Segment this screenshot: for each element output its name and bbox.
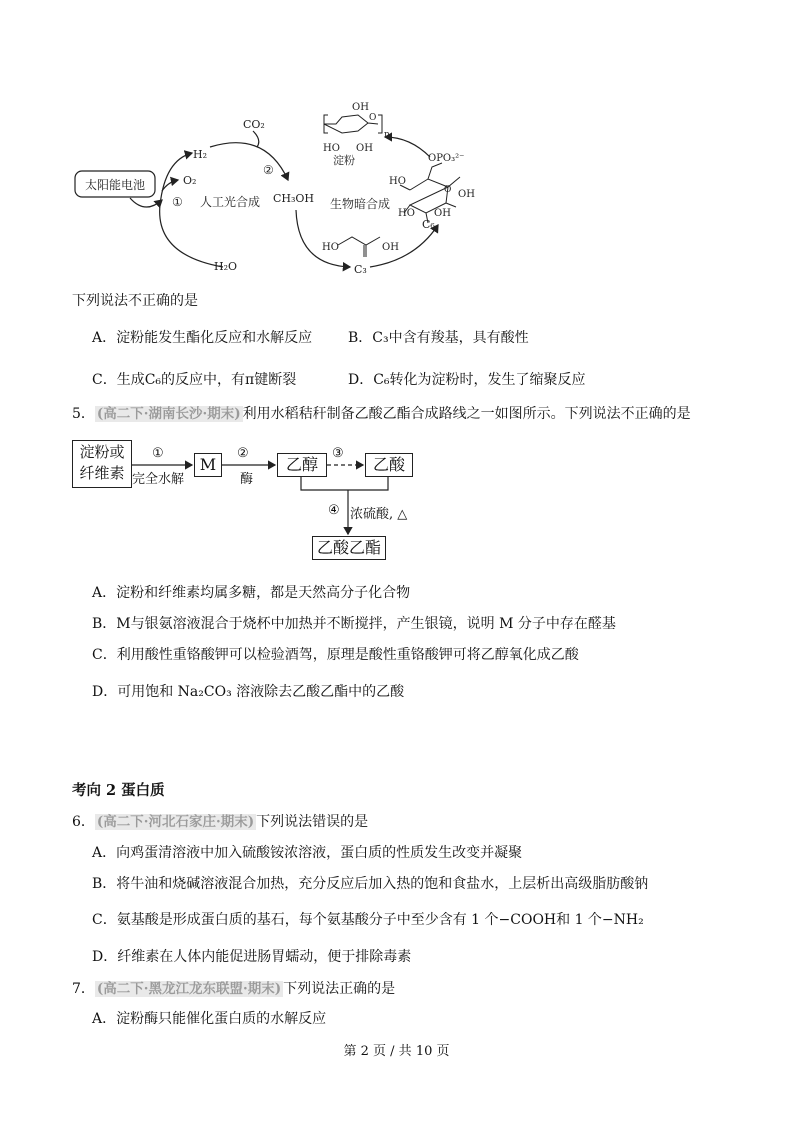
- q5-source-tag: (高二下·湖南长沙·期末): [96, 406, 241, 422]
- q4-option-b[interactable]: B．C₃中含有羧基，具有酸性: [348, 330, 529, 346]
- c3-label: C₃: [354, 263, 367, 276]
- starch-bracket-right: [378, 115, 382, 133]
- flow-step4-marker: ④: [328, 503, 340, 518]
- q6-source-tag: (高二下·河北石家庄·期末): [96, 814, 255, 830]
- q6-stem-line: [72, 810, 368, 831]
- starch-oh-label: OH: [352, 102, 369, 113]
- flow-acid-box: 乙酸: [365, 453, 413, 477]
- q6-option-c[interactable]: C．氨基酸是形成蛋白质的基石，每个氨基酸分子中至少含有 1 个−COOH和 1 个−NH₂: [92, 912, 644, 928]
- artificial-synthesis-label: 人工光合成: [200, 195, 261, 209]
- q7-stem: 下列说法正确的是: [283, 981, 396, 997]
- co2-label: CO₂: [243, 118, 265, 131]
- flow-step1-label: 完全水解: [132, 472, 185, 487]
- starch-ho-label: HO: [323, 143, 340, 154]
- starch-o-label: O: [369, 113, 377, 123]
- flow-ester-box: 乙酸乙酯: [312, 536, 386, 560]
- flow-step3-marker: ③: [332, 446, 344, 461]
- starch-synthesis-diagram: [60, 95, 500, 285]
- q6-option-b[interactable]: B．将牛油和烧碱溶液混合加热，充分反应后加入热的饱和食盐水，上层析出高级脂肪酸钠: [92, 876, 649, 892]
- flow-step2-label: 酶: [240, 472, 254, 487]
- q5-number: 5．: [72, 406, 95, 422]
- q5-stem-line: [72, 402, 691, 423]
- step-1-marker: ①: [172, 195, 183, 209]
- q5-option-b[interactable]: B．M与银氨溶液混合于烧杯中加热并不断搅拌，产生银镜，说明 M 分子中存在醛基: [92, 616, 616, 632]
- flow-arrows: [72, 440, 432, 565]
- c6-ho-bottom: HO: [398, 208, 415, 219]
- water-label: H₂O: [214, 260, 238, 273]
- flow-ethanol-box: 乙醇: [277, 453, 327, 477]
- c3-oh-label: OH: [382, 242, 399, 253]
- q5-option-c[interactable]: C．利用酸性重铬酸钾可以检验酒驾，原理是酸性重铬酸钾可将乙醇氧化成乙酸: [92, 647, 579, 663]
- q4-option-c[interactable]: C．生成C₆的反应中，有π键断裂: [92, 372, 297, 388]
- flow-m-box: M: [194, 453, 222, 477]
- arc-hydrogen-to-methanol: [210, 143, 288, 180]
- c6-label: C₆: [422, 218, 435, 231]
- q4-option-d[interactable]: D．C₆转化为淀粉时，发生了缩聚反应: [348, 372, 586, 388]
- starch-label: 淀粉: [333, 154, 355, 167]
- flow-step4-label: 浓硫酸, △: [350, 507, 408, 522]
- q4-option-a[interactable]: A．淀粉能发生酯化反应和水解反应: [92, 330, 313, 346]
- c6-oh-right: OH: [458, 189, 475, 200]
- q5-flow-diagram: [72, 440, 432, 565]
- q4-prompt: 下列说法不正确的是: [72, 293, 198, 309]
- flow-start-box: 淀粉或纤维素: [72, 440, 132, 488]
- c6-phosphate-label: OPO₃²⁻: [428, 153, 465, 164]
- c3-ho-label: HO: [322, 242, 339, 253]
- q7-option-a[interactable]: A．淀粉酶只能催化蛋白质的水解反应: [92, 1011, 327, 1027]
- q5-stem: 利用水稻秸秆制备乙酸乙酯合成路线之一如图所示。下列说法不正确的是: [242, 406, 691, 422]
- arrow-solar-to-reaction: [130, 198, 162, 207]
- bio-dark-synthesis-label: 生物暗合成: [330, 197, 391, 211]
- section-heading-protein: 考向 2 蛋白质: [72, 782, 165, 799]
- c3-skeleton: [338, 237, 380, 257]
- starch-n-label: n: [384, 130, 390, 140]
- q7-source-tag: (高二下·黑龙江龙东联盟·期末): [96, 981, 282, 997]
- flow-step1-marker: ①: [152, 446, 164, 461]
- q7-number: 7．: [72, 981, 95, 997]
- q6-number: 6．: [72, 814, 95, 830]
- q5-option-d[interactable]: D．可用饱和 Na₂CO₃ 溶液除去乙酸乙酯中的乙酸: [92, 684, 405, 700]
- solar-cell-label: 太阳能电池: [84, 178, 146, 192]
- q6-option-d[interactable]: D．纤维素在人体内能促进肠胃蠕动，便于排除毒素: [92, 949, 412, 965]
- hydrogen-label: H₂: [193, 148, 208, 161]
- step-2-marker: ②: [263, 163, 274, 177]
- arc-c3-to-c6: [370, 225, 438, 267]
- methanol-label: CH₃OH: [273, 192, 315, 205]
- oxygen-label: O₂: [183, 174, 197, 187]
- arc-water-to-hydrogen: [160, 153, 223, 267]
- c6-ho-top: HO: [389, 176, 406, 187]
- arc-methanol-to-c3: [296, 210, 350, 267]
- page-footer: 第 2 页 / 共 10 页: [343, 1044, 450, 1059]
- c6-o-ring-label: O: [444, 185, 452, 195]
- starch-oh2-label: OH: [356, 143, 373, 154]
- q6-option-a[interactable]: A．向鸡蛋清溶液中加入硫酸铵浓溶液，蛋白质的性质发生改变并凝聚: [92, 845, 523, 861]
- c6-oh-bottom: OH: [434, 208, 451, 219]
- flow-step2-marker: ②: [237, 446, 249, 461]
- arc-c6-to-starch: [385, 137, 430, 157]
- arrow-co2-in: [253, 131, 259, 147]
- q5-option-a[interactable]: A．淀粉和纤维素均属多糖，都是天然高分子化合物: [92, 585, 411, 601]
- q7-stem-line: [72, 977, 395, 998]
- q6-stem: 下列说法错误的是: [256, 814, 369, 830]
